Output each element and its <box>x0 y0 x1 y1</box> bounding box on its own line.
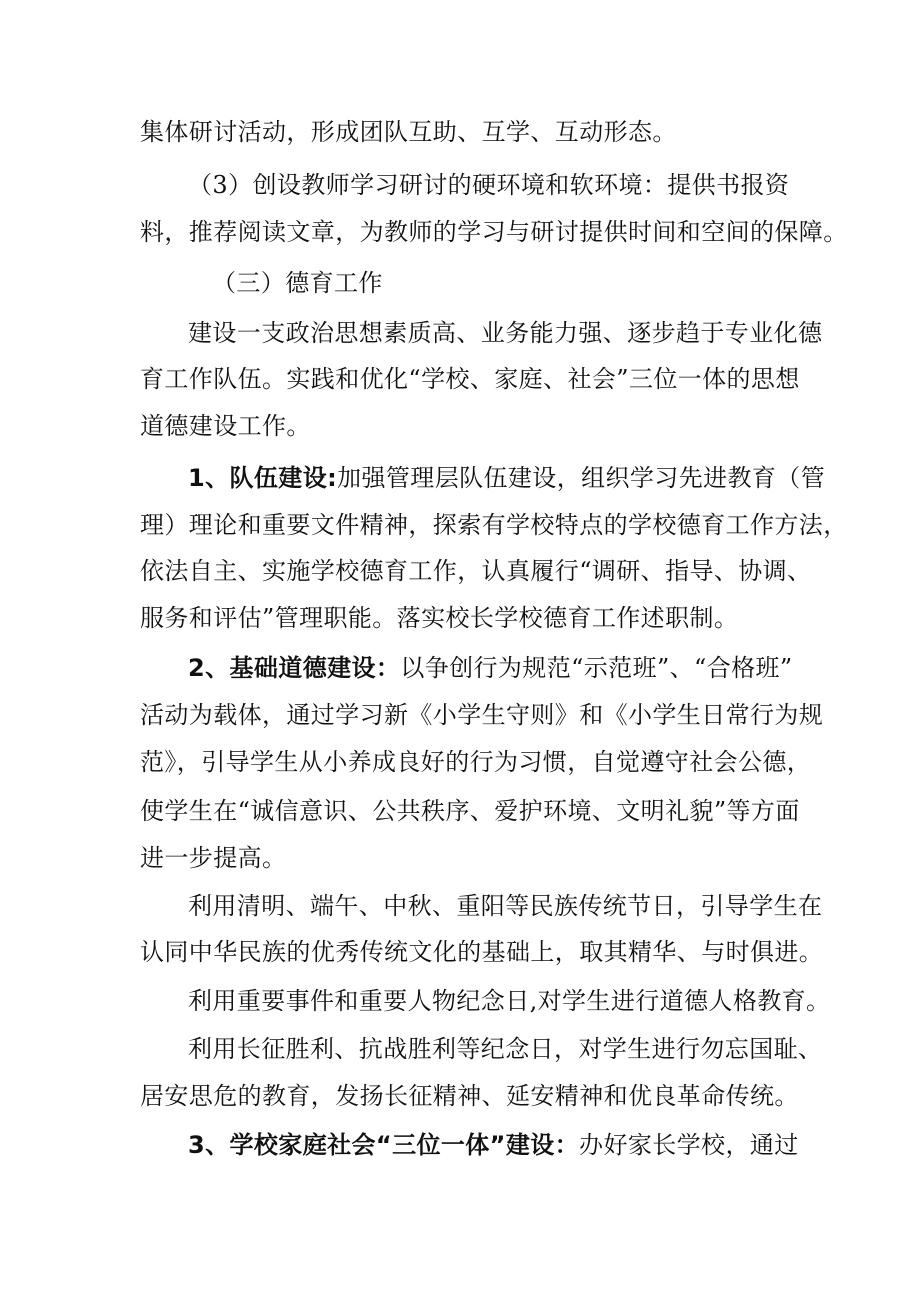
item-text: 以争创行为规范“示范班”、“合格班” <box>400 654 793 682</box>
paragraph-line: 道德建设工作。 <box>140 412 311 440</box>
paragraph-line: 活动为载体，通过学习新《小学生守则》和《小学生日常行为规 <box>140 701 824 729</box>
paragraph-line: 认同中华民族的优秀传统文化的基础上，取其精华、与时俱进。 <box>140 938 824 966</box>
paragraph-line: 居安思危的教育，发扬长征精神、延安精神和优良革命传统。 <box>140 1082 799 1110</box>
paragraph-line: 使学生在“诚信意识、公共秩序、爱护环境、文明礼貌”等方面 <box>140 797 800 825</box>
list-item-2 <box>188 653 793 683</box>
item-text: 加强管理层队伍建设，组织学习先进教育（管 <box>337 464 826 492</box>
paragraph-line: 进一步提高。 <box>140 844 287 872</box>
paragraph-line: 料，推荐阅读文章，为教师的学习与研讨提供时间和空间的保障。 <box>140 218 848 246</box>
item-label: 1、队伍建设: <box>188 464 338 492</box>
paragraph-line: 依法自主、实施学校德育工作，认真履行“调研、指导、协调、 <box>140 557 812 585</box>
paragraph-line: 集体研讨活动，形成团队互助、互学、互动形态。 <box>140 118 677 146</box>
list-item-1 <box>188 463 825 493</box>
paragraph-line: 理）理论和重要文件精神，探索有学校特点的学校德育工作方法， <box>140 511 848 539</box>
paragraph-line: 利用重要事件和重要人物纪念日,对学生进行道德人格教育。 <box>188 987 831 1015</box>
item-text: 办好家长学校，通过 <box>579 1131 799 1159</box>
item-label: 3、学校家庭社会“三位一体”建设： <box>188 1131 580 1159</box>
paragraph-line: 育工作队伍。实践和优化“学校、家庭、社会”三位一体的思想 <box>140 365 800 393</box>
paragraph-line: 利用长征胜利、抗战胜利等纪念日，对学生进行勿忘国耻、 <box>188 1035 823 1063</box>
paragraph-line: 建设一支政治思想素质高、业务能力强、逐步趋于专业化德 <box>188 319 823 347</box>
list-item-3 <box>188 1130 799 1160</box>
paragraph-line: 服务和评估”管理职能。落实校长学校德育工作述职制。 <box>140 604 739 632</box>
section-heading: （三）德育工作 <box>212 269 383 297</box>
paragraph-line: （3）创设教师学习研讨的硬环境和软环境：提供书报资 <box>188 171 790 199</box>
item-label: 2、基础道德建设： <box>188 654 401 682</box>
paragraph-line: 范》，引导学生从小养成良好的行为习惯，自觉遵守社会公德， <box>140 748 812 776</box>
paragraph-line: 利用清明、端午、中秋、重阳等民族传统节日，引导学生在 <box>188 892 823 920</box>
